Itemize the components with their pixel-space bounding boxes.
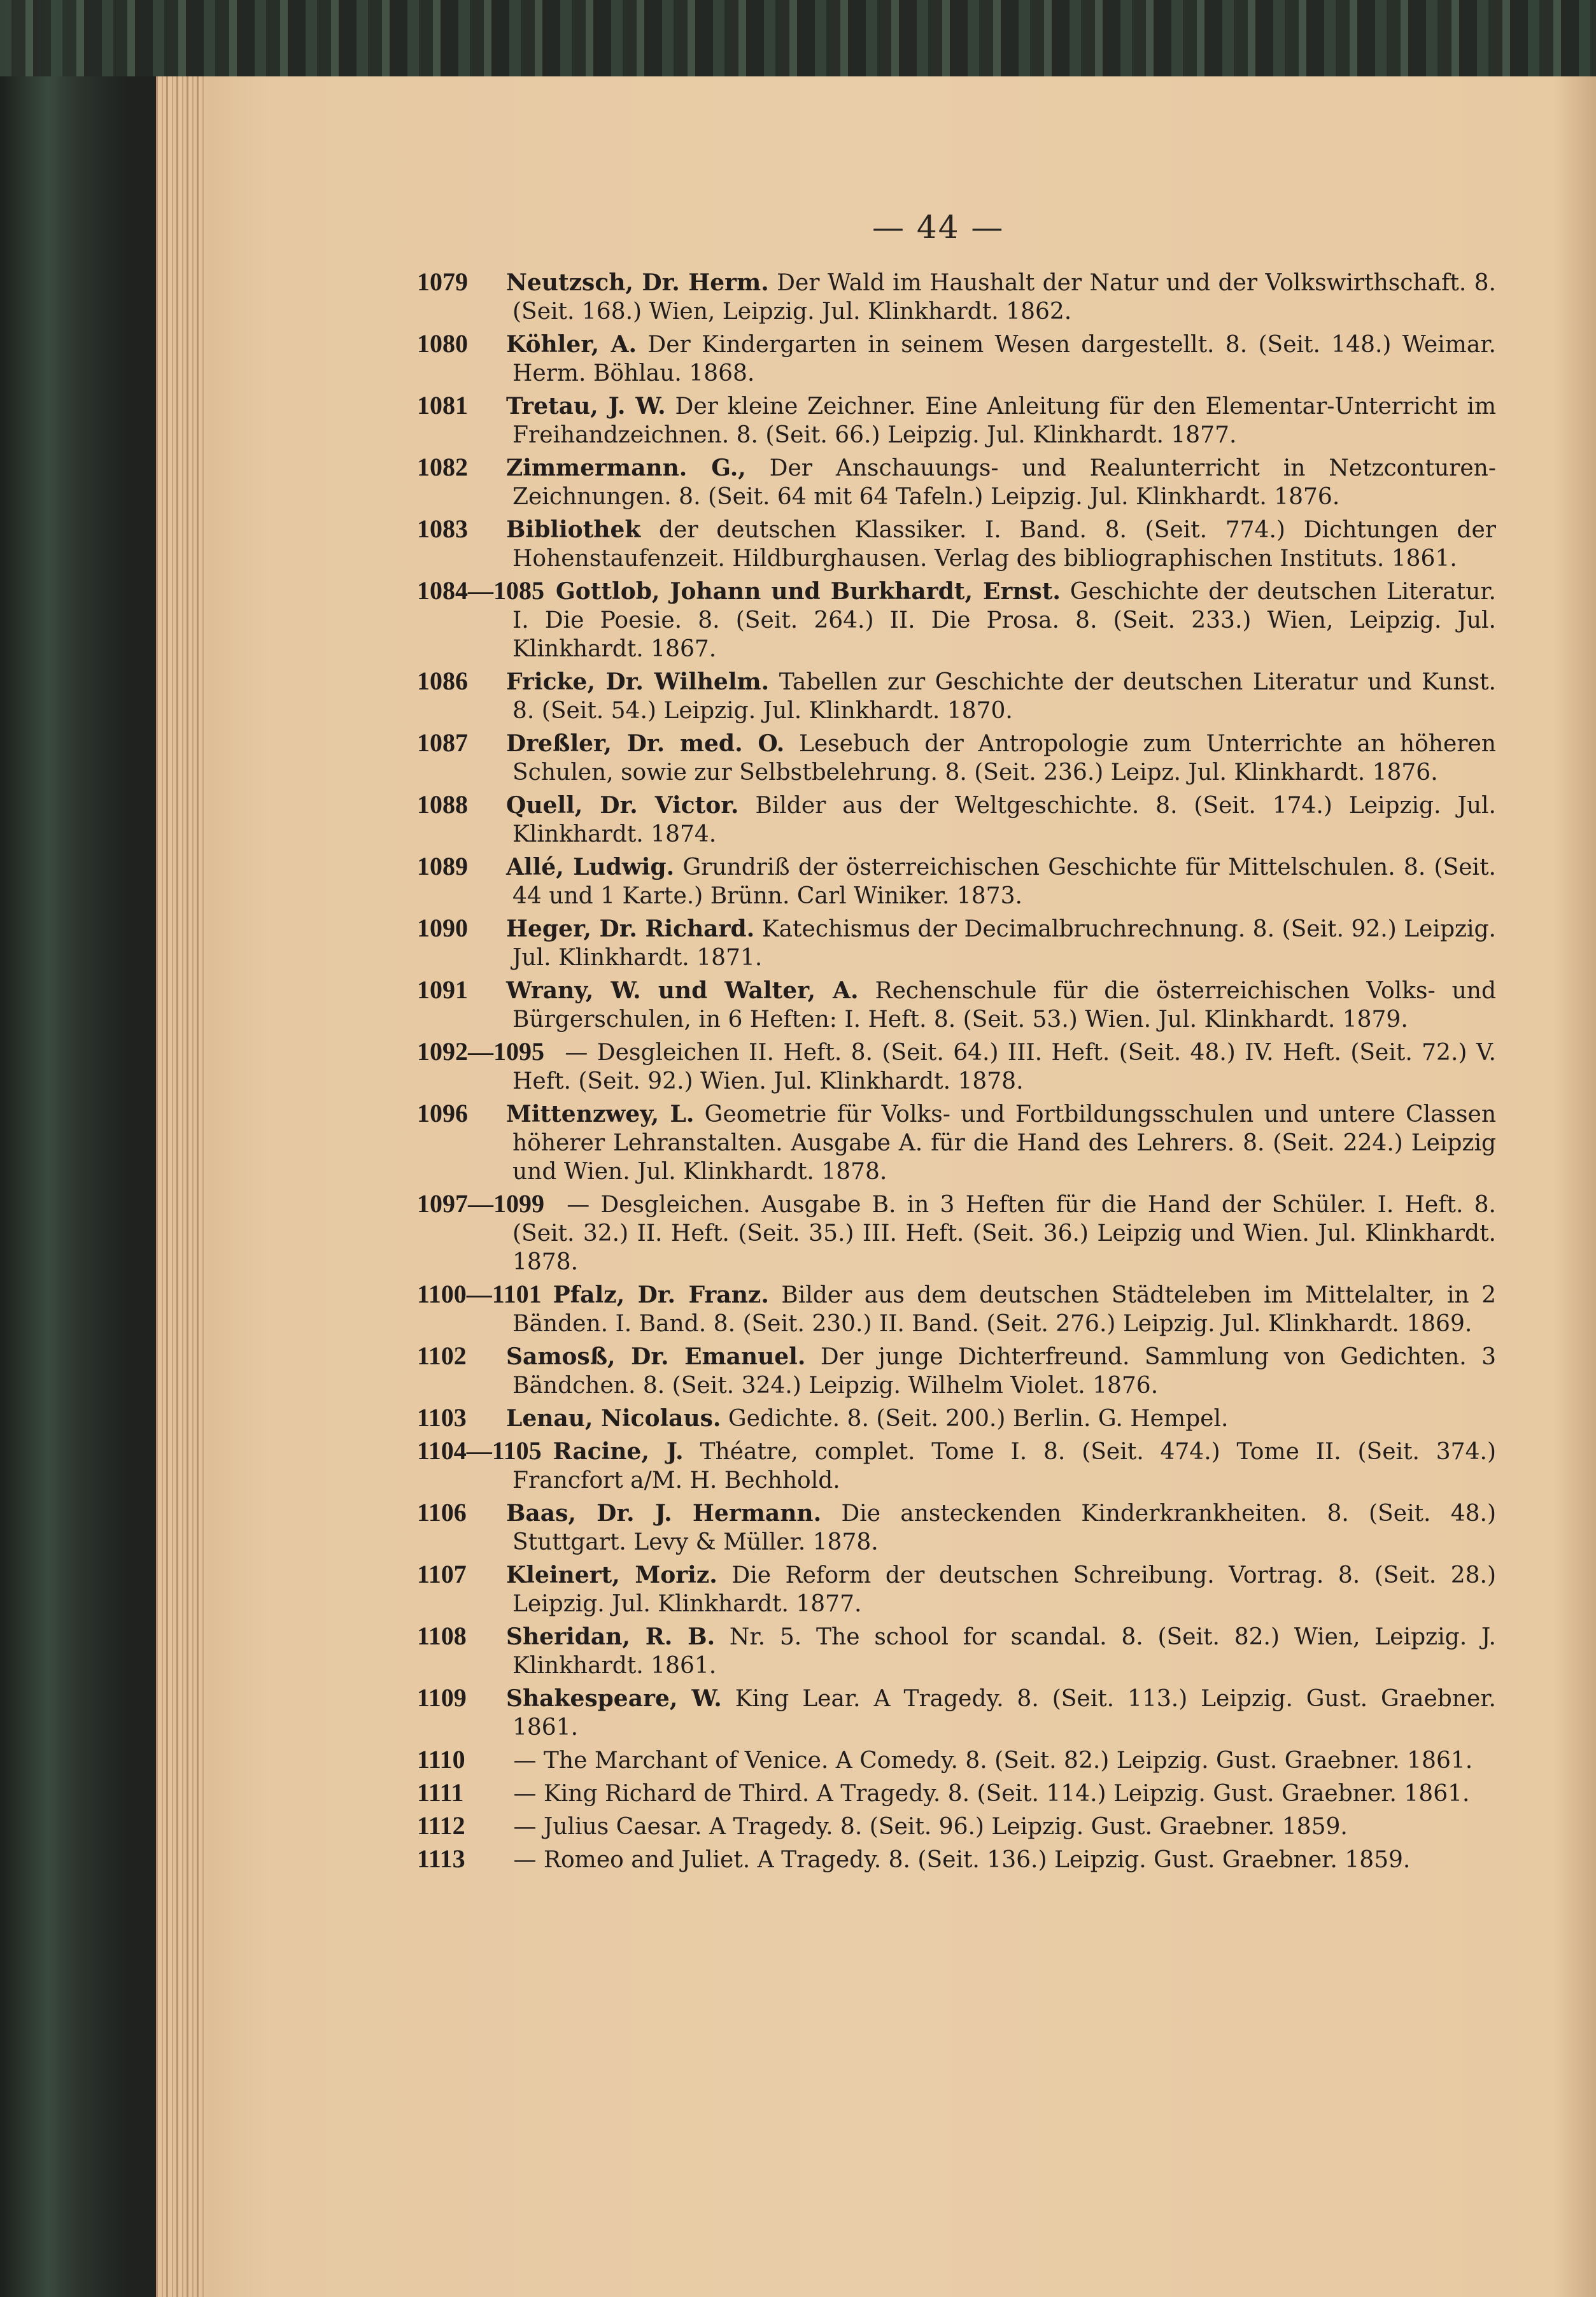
entry-number: 1082 — [417, 453, 468, 481]
entry-number: 1110 — [417, 1745, 465, 1774]
catalog-entry — [417, 1189, 1496, 1276]
entry-description: Lesebuch der Antropologie zum Unterrichte an höheren Schulen, sowie zur Selbstbelehrung. 8. (Seit. 236.) Leipz. Jul. Klinkhardt. 1876. — [512, 731, 1496, 786]
catalog-entry — [417, 1037, 1496, 1096]
entry-description: Bilder aus dem deutschen Städteleben im Mittelalter, in 2 Bänden. I. Band. 8. (Seit. 230.) II. Band. (Seit. 276.) Leipzig. Jul. Klinkhardt. 1869. — [512, 1282, 1496, 1337]
entry-description: Der Wald im Haushalt der Natur und der Volkswirthschaft. 8. (Seit. 168.) Wien, Leipzig. Jul. Klinkhardt. 1862. — [512, 270, 1496, 325]
catalog-entry — [417, 1622, 1496, 1680]
entry-description: — Romeo and Juliet. A Tragedy. 8. (Seit. 136.) Leipzig. Gust. Graebner. 1859. — [513, 1847, 1411, 1873]
entry-number: 1092—1095 — [417, 1037, 544, 1066]
catalog-entry — [417, 329, 1496, 388]
entry-description: Der junge Dichterfreund. Sammlung von Gedichten. 3 Bändchen. 8. (Seit. 324.) Leipzig. Wilhelm Violet. 1876. — [512, 1344, 1496, 1399]
entry-number: 1102 — [417, 1341, 467, 1370]
entry-description: — Julius Caesar. A Tragedy. 8. (Seit. 96.) Leipzig. Gust. Graebner. 1859. — [513, 1814, 1348, 1840]
entry-author: Wrany, W. und Walter, A. — [506, 977, 859, 1004]
catalog-entries — [417, 267, 1496, 1877]
entry-description: — King Richard de Third. A Tragedy. 8. (Seit. 114.) Leipzig. Gust. Graebner. 1861. — [513, 1781, 1470, 1807]
entry-number: 1080 — [417, 329, 468, 358]
entry-number: 1088 — [417, 790, 468, 819]
entry-author: Racine, J. — [553, 1438, 684, 1465]
catalog-entry — [417, 576, 1496, 663]
entry-number: 1109 — [417, 1683, 467, 1712]
entry-description: der deutschen Klassiker. I. Band. 8. (Seit. 774.) Dichtungen der Hohenstaufenzeit. Hildburghausen. Verlag des bibliographischen Instituts. 1861. — [512, 517, 1496, 572]
catalog-entry — [417, 1280, 1496, 1338]
entry-number: 1108 — [417, 1622, 467, 1650]
entry-number: 1106 — [417, 1498, 467, 1527]
catalog-entry — [417, 1498, 1496, 1557]
catalog-entry — [417, 1683, 1496, 1742]
catalog-entry — [417, 1560, 1496, 1618]
catalog-entry — [417, 1844, 1496, 1874]
entry-description: — Desgleichen II. Heft. 8. (Seit. 64.) III. Heft. (Seit. 48.) IV. Heft. (Seit. 72.) V. Heft. (Seit. 92.) Wien. Jul. Klinkhardt. 1878. — [512, 1040, 1496, 1094]
entry-description: Die ansteckenden Kinderkrankheiten. 8. (Seit. 48.) Stuttgart. Levy & Müller. 1878. — [512, 1501, 1496, 1555]
entry-description: — Desgleichen. Ausgabe B. in 3 Heften für die Hand der Schüler. I. Heft. 8. (Seit. 32.) II. Heft. (Seit. 35.) III. Heft. (Seit. 36.) Leipzig und Wien. Jul. Klinkhardt. 1878. — [512, 1192, 1496, 1275]
entry-number: 1100—1101 — [417, 1280, 542, 1308]
catalog-entry — [417, 1341, 1496, 1400]
entry-description: Rechenschule für die österreichischen Volks- und Bürgerschulen, in 6 Heften: I. Heft. 8. (Seit. 53.) Wien. Jul. Klinkhardt. 1879. — [512, 978, 1497, 1033]
entry-description: Die Reform der deutschen Schreibung. Vortrag. 8. (Seit. 28.) Leipzig. Jul. Klinkhardt. 1877. — [512, 1562, 1496, 1617]
catalog-entry — [417, 1099, 1496, 1186]
entry-description: Katechismus der Decimalbruchrechnung. 8. (Seit. 92.) Leipzig. Jul. Klinkhardt. 1871. — [512, 916, 1497, 971]
entry-author: Sheridan, R. B. — [506, 1623, 716, 1650]
catalog-entry — [417, 914, 1496, 972]
entry-number: 1087 — [417, 728, 468, 757]
entry-author: Allé, Ludwig. — [506, 854, 675, 880]
entry-author: Baas, Dr. J. Hermann. — [506, 1500, 822, 1527]
entry-description: King Lear. A Tragedy. 8. (Seit. 113.) Leipzig. Gust. Graebner. 1861. — [512, 1686, 1497, 1741]
catalog-entry — [417, 1778, 1496, 1808]
entry-author: Zimmermann. G., — [506, 455, 746, 481]
entry-description: — The Marchant of Venice. A Comedy. 8. (Seit. 82.) Leipzig. Gust. Graebner. 1861. — [513, 1748, 1473, 1774]
entry-number: 1104—1105 — [417, 1436, 542, 1465]
catalog-entry — [417, 728, 1496, 787]
cover-edge — [0, 0, 1596, 76]
entry-author: Lenau, Nicolaus. — [506, 1405, 721, 1432]
entry-description: Geschichte der deutschen Literatur. I. Die Poesie. 8. (Seit. 264.) II. Die Prosa. 8. (Seit. 233.) Wien, Leipzig. Jul. Klinkhardt. 1867. — [512, 579, 1496, 662]
entry-author: Kleinert, Moriz. — [506, 1562, 717, 1588]
catalog-entry — [417, 453, 1496, 511]
entry-author: Dreßler, Dr. med. O. — [506, 730, 785, 757]
entry-number: 1111 — [417, 1778, 464, 1807]
entry-description: Der Kindergarten in seinem Wesen dargestellt. 8. (Seit. 148.) Weimar. Herm. Böhlau. 1868. — [512, 332, 1496, 386]
entry-description: Grundriß der österreichischen Geschichte für Mittelschulen. 8. (Seit. 44 und 1 Karte.) Brünn. Carl Winiker. 1873. — [512, 854, 1496, 909]
entry-author: Mittenzwey, L. — [506, 1101, 695, 1127]
entry-description: Gedichte. 8. (Seit. 200.) Berlin. G. Hempel. — [728, 1406, 1229, 1432]
entry-description: Théatre, complet. Tome I. 8. (Seit. 474.) Tome II. (Seit. 374.) Francfort a/M. H. Bechhold. — [512, 1439, 1496, 1494]
catalog-entry — [417, 267, 1496, 326]
entry-number: 1081 — [417, 391, 468, 420]
entry-number: 1089 — [417, 852, 468, 880]
catalog-entry — [417, 790, 1496, 849]
entry-number: 1083 — [417, 514, 468, 543]
entry-author: Fricke, Dr. Wilhelm. — [506, 668, 770, 695]
entry-number: 1112 — [417, 1811, 465, 1840]
entry-description: Geometrie für Volks- und Fortbildungsschulen und untere Classen höherer Lehranstalten. Ausgabe A. für die Hand des Lehrers. 8. (Seit. 224.) Leipzig und Wien. Jul. Klinkhardt. 1878. — [512, 1101, 1497, 1185]
entry-description: Der Anschauungs- und Realunterricht in Netzconturen-Zeichnungen. 8. (Seit. 64 mit 64 Tafeln.) Leipzig. Jul. Klinkhardt. 1876. — [512, 455, 1497, 510]
entry-number: 1079 — [417, 267, 468, 296]
entry-author: Bibliothek — [506, 516, 641, 543]
entry-number: 1113 — [417, 1844, 465, 1873]
entry-author: Heger, Dr. Richard. — [506, 915, 755, 942]
entry-description: Tabellen zur Geschichte der deutschen Literatur und Kunst. 8. (Seit. 54.) Leipzig. Jul. Klinkhardt. 1870. — [512, 669, 1496, 724]
catalog-entry — [417, 391, 1496, 449]
catalog-entry — [417, 514, 1496, 573]
entry-author: Köhler, A. — [506, 331, 637, 358]
entry-number: 1090 — [417, 914, 468, 942]
page-edges — [156, 76, 207, 2297]
entry-description: Bilder aus der Weltgeschichte. 8. (Seit. 174.) Leipzig. Jul. Klinkhardt. 1874. — [512, 793, 1496, 847]
catalog-entry — [417, 1436, 1496, 1495]
entry-author: Samosß, Dr. Emanuel. — [506, 1343, 806, 1370]
entry-author: Neutzsch, Dr. Herm. — [506, 269, 769, 296]
catalog-entry — [417, 975, 1496, 1034]
entry-description: Der kleine Zeichner. Eine Anleitung für den Elementar-Unterricht im Freihandzeichnen. 8. (Seit. 66.) Leipzig. Jul. Klinkhardt. 1877. — [512, 393, 1496, 448]
entry-number: 1086 — [417, 667, 468, 695]
entry-author: Pfalz, Dr. Franz. — [553, 1282, 769, 1308]
catalog-entry — [417, 667, 1496, 725]
entry-number: 1084—1085 — [417, 576, 544, 605]
page-gutter — [1553, 76, 1596, 2297]
page-number: — 44 — — [872, 209, 1005, 246]
catalog-entry — [417, 1811, 1496, 1841]
entry-author: Gottlob, Johann und Burkhardt, Ernst. — [556, 578, 1061, 605]
entry-number: 1107 — [417, 1560, 467, 1588]
catalog-entry — [417, 1403, 1496, 1433]
entry-author: Shakespeare, W. — [506, 1685, 722, 1712]
catalog-entry — [417, 1745, 1496, 1775]
entry-description: Nr. 5. The school for scandal. 8. (Seit. 82.) Wien, Leipzig. J. Klinkhardt. 1861. — [512, 1624, 1497, 1679]
entry-number: 1097—1099 — [417, 1189, 544, 1218]
catalog-entry — [417, 852, 1496, 910]
entry-number: 1103 — [417, 1403, 467, 1432]
entry-number: 1091 — [417, 975, 468, 1004]
entry-author: Quell, Dr. Victor. — [506, 792, 739, 819]
entry-number: 1096 — [417, 1099, 468, 1127]
entry-author: Tretau, J. W. — [506, 393, 666, 420]
